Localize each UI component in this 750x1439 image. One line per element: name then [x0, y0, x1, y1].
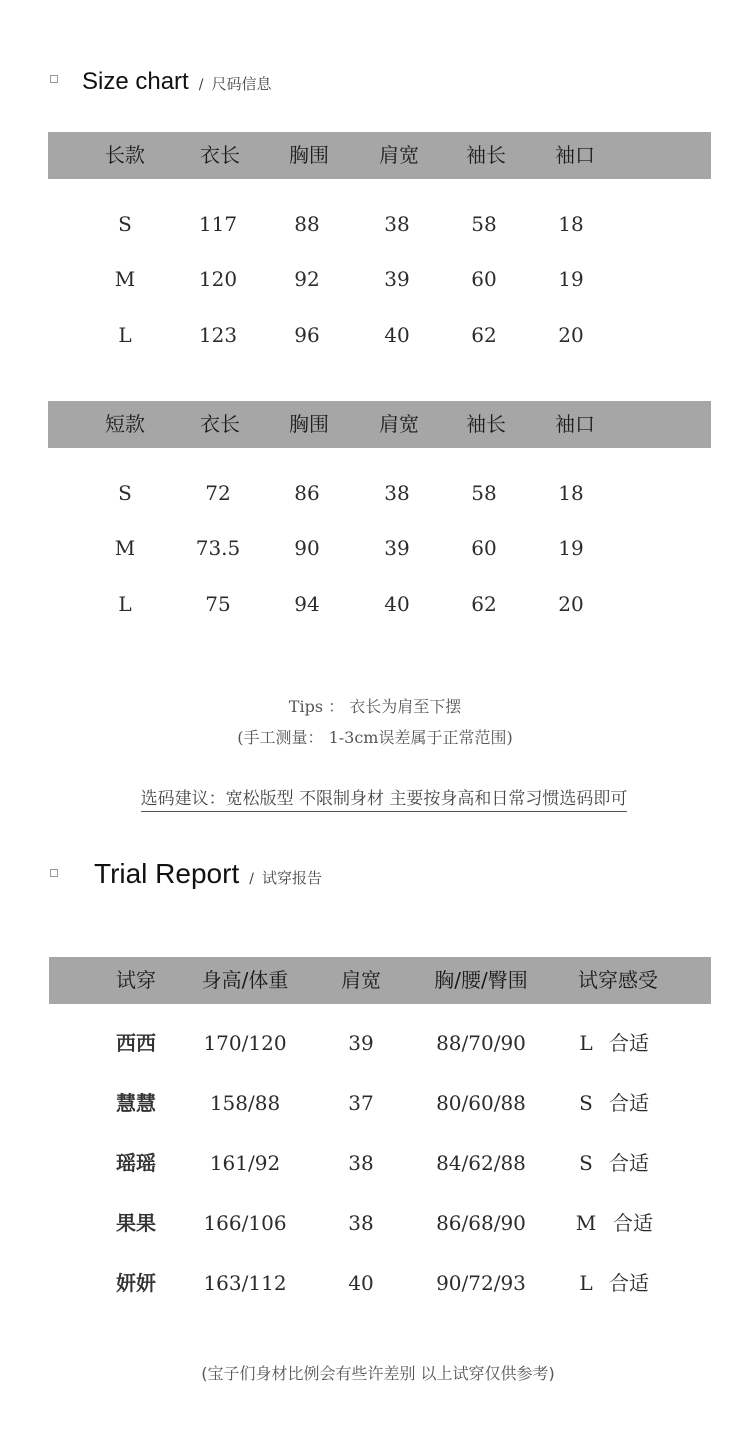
height-weight-cell: 163/112 [203, 1271, 287, 1295]
trial-header-measurements: 胸/腰/臀围 [434, 968, 528, 992]
chest-cell: 86 [294, 481, 320, 505]
shoulder-cell: 39 [348, 1031, 374, 1055]
cuff-cell: 19 [558, 267, 584, 291]
chest-cell: 90 [294, 536, 320, 560]
long-header-shoulder: 肩宽 [379, 143, 419, 167]
fit-feeling: 合适 [609, 1151, 649, 1175]
shoulder-cell: 38 [348, 1211, 374, 1235]
short-header-sleeve: 袖长 [466, 412, 506, 436]
table-row [0, 533, 750, 563]
fit-feeling: 合适 [613, 1211, 653, 1235]
trial-header-shoulder: 肩宽 [341, 968, 381, 992]
cuff-cell: 18 [558, 481, 584, 505]
table-row [0, 478, 750, 508]
table-row [0, 320, 750, 350]
fit-size: L [579, 1031, 593, 1055]
sleeve-cell: 62 [471, 323, 497, 347]
table-row [0, 1088, 750, 1118]
long-header-style: 长款 [105, 143, 145, 167]
table-row [0, 1028, 750, 1058]
bullet-square-icon [50, 869, 58, 877]
size-cell: S [118, 481, 132, 505]
fit-size: M [575, 1211, 597, 1235]
trial-table-header [49, 957, 711, 1004]
height-weight-cell: 170/120 [203, 1031, 287, 1055]
size-cell: S [118, 212, 132, 236]
table-row [0, 264, 750, 294]
size-chart-title-en: Size chart [82, 68, 189, 95]
shoulder-cell: 39 [384, 267, 410, 291]
fit-feeling: 合适 [609, 1271, 649, 1295]
chest-cell: 88 [294, 212, 320, 236]
height-weight-cell: 166/106 [203, 1211, 287, 1235]
cuff-cell: 19 [558, 536, 584, 560]
trial-header-tester: 试穿 [116, 968, 156, 992]
cuff-cell: 20 [558, 592, 584, 616]
shoulder-cell: 37 [348, 1091, 374, 1115]
shoulder-cell: 38 [348, 1151, 374, 1175]
chest-cell: 94 [294, 592, 320, 616]
sizing-advice [0, 784, 750, 809]
size-chart-title-cn: 尺码信息 [211, 75, 272, 93]
short-header-shoulder: 肩宽 [379, 412, 419, 436]
long-header-chest: 胸围 [289, 143, 329, 167]
table-row [0, 1148, 750, 1178]
trial-header-feeling: 试穿感受 [578, 968, 658, 992]
size-cell: L [118, 323, 132, 347]
shoulder-cell: 40 [384, 323, 410, 347]
fit-size: S [579, 1151, 593, 1175]
footer-note: (宝子们身材比例会有些许差别 以上试穿仅供参考) [201, 1364, 555, 1383]
size-cell: M [114, 536, 136, 560]
cuff-cell: 20 [558, 323, 584, 347]
size-chart-title [50, 68, 271, 96]
long-table-header [48, 132, 711, 179]
chest-cell: 92 [294, 267, 320, 291]
long-header-cuff: 袖口 [555, 143, 595, 167]
shoulder-cell: 39 [384, 536, 410, 560]
cuff-cell: 18 [558, 212, 584, 236]
length-cell: 117 [198, 212, 238, 236]
short-header-length: 衣长 [200, 412, 240, 436]
fit-size: S [579, 1091, 593, 1115]
tips-line-1: Tips ： 衣长为肩至下摆 [288, 697, 462, 716]
measurements-cell: 84/62/88 [436, 1151, 526, 1175]
table-row [0, 209, 750, 239]
shoulder-cell: 40 [384, 592, 410, 616]
tester-name: 果果 [116, 1211, 156, 1235]
long-header-sleeve: 袖长 [466, 143, 506, 167]
length-cell: 73.5 [195, 536, 241, 560]
sleeve-cell: 58 [471, 481, 497, 505]
trial-report-title-cn: 试穿报告 [261, 869, 322, 887]
length-cell: 75 [205, 592, 231, 616]
measurements-cell: 80/60/88 [436, 1091, 526, 1115]
table-row [0, 589, 750, 619]
table-row [0, 1208, 750, 1238]
short-header-style: 短款 [105, 412, 145, 436]
sleeve-cell: 60 [471, 536, 497, 560]
table-row [0, 1268, 750, 1298]
tester-name: 西西 [116, 1031, 156, 1055]
title-slash: / [198, 77, 204, 93]
trial-report-title [50, 858, 322, 890]
title-slash: / [249, 871, 254, 887]
tips-line-2: (手工测量： 1-3cm误差属于正常范围) [237, 728, 513, 747]
tester-name: 慧慧 [116, 1091, 156, 1115]
tester-name: 妍妍 [116, 1271, 156, 1295]
shoulder-cell: 38 [384, 481, 410, 505]
shoulder-cell: 40 [348, 1271, 374, 1295]
sleeve-cell: 62 [471, 592, 497, 616]
size-cell: M [114, 267, 136, 291]
length-cell: 123 [198, 323, 238, 347]
length-cell: 72 [205, 481, 231, 505]
trial-report-title-en: Trial Report [94, 858, 240, 889]
height-weight-cell: 158/88 [209, 1091, 281, 1115]
bullet-square-icon [50, 75, 58, 83]
height-weight-cell: 161/92 [209, 1151, 281, 1175]
sizing-advice-text: 选码建议：宽松版型 不限制身材 主要按身高和日常习惯选码即可 [141, 789, 628, 812]
measurements-cell: 90/72/93 [436, 1271, 526, 1295]
chest-cell: 96 [294, 323, 320, 347]
fit-feeling: 合适 [609, 1031, 649, 1055]
measurements-cell: 88/70/90 [436, 1031, 526, 1055]
tester-name: 瑶瑶 [116, 1151, 156, 1175]
short-header-chest: 胸围 [289, 412, 329, 436]
long-header-length: 衣长 [200, 143, 240, 167]
fit-feeling: 合适 [609, 1091, 649, 1115]
measurements-cell: 86/68/90 [436, 1211, 526, 1235]
fit-size: L [579, 1271, 593, 1295]
shoulder-cell: 38 [384, 212, 410, 236]
sleeve-cell: 58 [471, 212, 497, 236]
sleeve-cell: 60 [471, 267, 497, 291]
short-header-cuff: 袖口 [555, 412, 595, 436]
length-cell: 120 [198, 267, 238, 291]
short-table-header [48, 401, 711, 448]
size-cell: L [118, 592, 132, 616]
trial-header-height-weight: 身高/体重 [201, 968, 289, 992]
